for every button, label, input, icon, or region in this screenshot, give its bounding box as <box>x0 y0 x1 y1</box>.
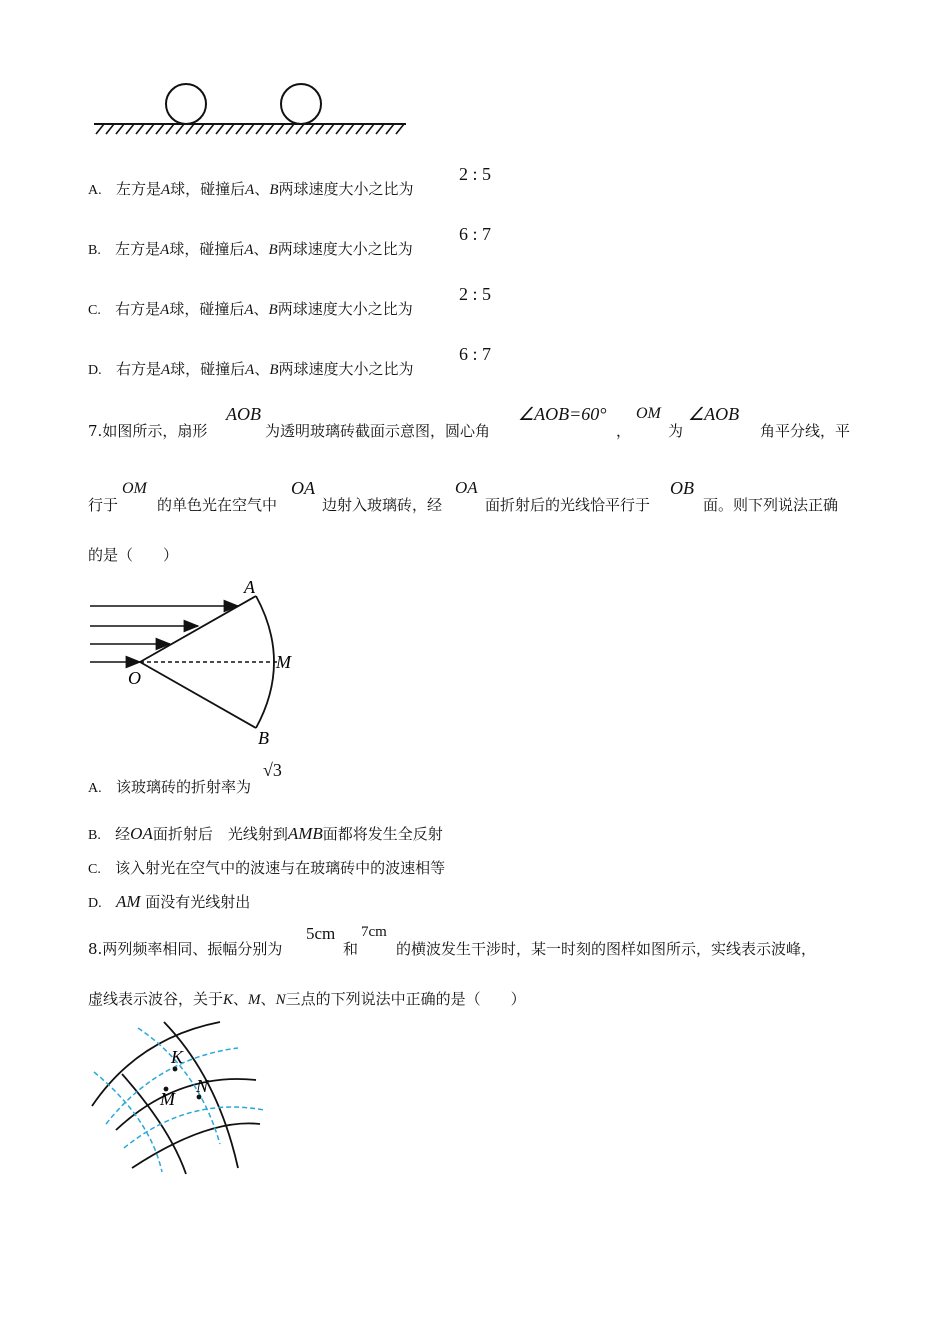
hatch-mark <box>266 124 274 134</box>
interference-figure <box>88 1018 278 1178</box>
q8-line1-he: 和 <box>343 940 359 958</box>
q7-line2-mid3: 面折射后的光线恰平行于 <box>485 496 651 514</box>
q8-line2: 虚线表示波谷，关于K、M、N三点的下列说法中正确的是（ ） <box>88 990 526 1008</box>
q8-math-7cm: 7cm <box>361 924 387 940</box>
hatch-mark <box>336 124 344 134</box>
point-k <box>173 1067 178 1072</box>
q7-line2-start: 行于 <box>88 496 119 514</box>
hatch-mark <box>296 124 304 134</box>
hatch-mark <box>156 124 164 134</box>
hatch-mark <box>136 124 144 134</box>
hatch-mark <box>96 124 104 134</box>
trough-a-2 <box>124 1107 264 1148</box>
hatch-mark <box>326 124 334 134</box>
hatch-mark <box>396 124 404 134</box>
hatch-mark <box>306 124 314 134</box>
crest-b-2 <box>122 1074 186 1174</box>
hatch-mark <box>366 124 374 134</box>
q8-line1-start: 8.两列频率相同、振幅分别为 <box>88 940 283 958</box>
hatch-mark <box>146 124 154 134</box>
label-a: A <box>244 577 255 597</box>
label-m: M <box>276 652 291 672</box>
label-n: N <box>196 1076 209 1096</box>
q7-line2-mid1: 的单色光在空气中 <box>157 496 278 514</box>
hatch-mark <box>286 124 294 134</box>
q7-line1-comma: ， <box>616 422 632 440</box>
hatch-mark <box>236 124 244 134</box>
q6-option-c-ratio: 2 : 5 <box>459 284 492 304</box>
label-o: O <box>128 668 141 688</box>
hatch-mark <box>216 124 224 134</box>
q7-line1-wei: 为 <box>668 422 684 440</box>
hatch-mark <box>276 124 284 134</box>
q7-line2-end: 面。则下列说法正确 <box>703 496 839 514</box>
edge-ob <box>140 662 256 728</box>
hatch-mark <box>226 124 234 134</box>
q7-math-ob: OB <box>670 478 694 498</box>
q8-math-5cm: 5cm <box>306 924 336 943</box>
hatch-mark <box>126 124 134 134</box>
q7-option-a[interactable]: A. 该玻璃砖的折射率为 <box>88 778 251 796</box>
ball-left <box>166 84 206 124</box>
hatch-mark <box>316 124 324 134</box>
q7-option-d[interactable]: D. AM 面没有光线射出 <box>88 892 251 911</box>
q7-option-a-math: √3 <box>263 760 282 780</box>
crest-a-2 <box>116 1079 256 1130</box>
q6-option-d[interactable]: D. 右方是A球，碰撞后A、B两球速度大小之比为 <box>88 360 414 378</box>
arc-amb <box>256 596 274 728</box>
q7-math-angle: ∠AOB=60° <box>518 404 607 424</box>
q6-option-b-ratio: 6 : 7 <box>459 224 492 244</box>
q7-math-om: OM <box>636 405 661 422</box>
q7-line1-end: 角平分线，平 <box>760 422 851 440</box>
ball-right <box>281 84 321 124</box>
q7-option-b[interactable]: B. 经OA面折射后 光线射到AMB面都将发生全反射 <box>88 824 443 843</box>
q6-option-d-ratio: 6 : 7 <box>459 344 492 364</box>
two-balls-figure <box>88 80 413 140</box>
q6-option-a[interactable]: A. 左方是A球，碰撞后A、B两球速度大小之比为 <box>88 180 414 198</box>
ground-hatching <box>96 124 404 134</box>
q7-math-aob: AOB <box>226 404 261 424</box>
q7-option-c[interactable]: C. 该入射光在空气中的波速与在玻璃砖中的波速相等 <box>88 859 446 877</box>
hatch-mark <box>206 124 214 134</box>
hatch-mark <box>256 124 264 134</box>
hatch-mark <box>166 124 174 134</box>
hatch-mark <box>356 124 364 134</box>
q7-math-oa: OA <box>291 478 315 498</box>
hatch-mark <box>186 124 194 134</box>
q6-option-b[interactable]: B. 左方是A球，碰撞后A、B两球速度大小之比为 <box>88 240 413 258</box>
trough-b-2 <box>94 1072 162 1172</box>
hatch-mark <box>246 124 254 134</box>
hatch-mark <box>386 124 394 134</box>
sector-figure <box>88 574 318 754</box>
hatch-mark <box>116 124 124 134</box>
q6-option-c[interactable]: C. 右方是A球，碰撞后A、B两球速度大小之比为 <box>88 300 413 318</box>
q7-line1-start: 7.如图所示，扇形 <box>88 422 208 440</box>
hatch-mark <box>176 124 184 134</box>
hatch-mark <box>196 124 204 134</box>
hatch-mark <box>376 124 384 134</box>
label-k: K <box>171 1047 184 1067</box>
q7-math-om-2: OM <box>122 480 147 497</box>
q8-line1-end: 的横波发生干涉时，某一时刻的图样如图所示，实线表示波峰， <box>396 940 817 958</box>
q6-option-a-ratio: 2 : 5 <box>459 164 492 184</box>
label-m-q8: M <box>160 1089 175 1109</box>
q7-math-angle-aob: ∠AOB <box>688 404 740 424</box>
q7-line2-mid2: 边射入玻璃砖，经 <box>322 496 443 514</box>
q7-line3: 的是（ ） <box>88 546 179 564</box>
hatch-mark <box>106 124 114 134</box>
q7-math-oa-2: OA <box>455 478 478 497</box>
label-b: B <box>258 728 269 748</box>
q7-line1-mid: 为透明玻璃砖截面示意图，圆心角 <box>265 422 491 440</box>
hatch-mark <box>346 124 354 134</box>
